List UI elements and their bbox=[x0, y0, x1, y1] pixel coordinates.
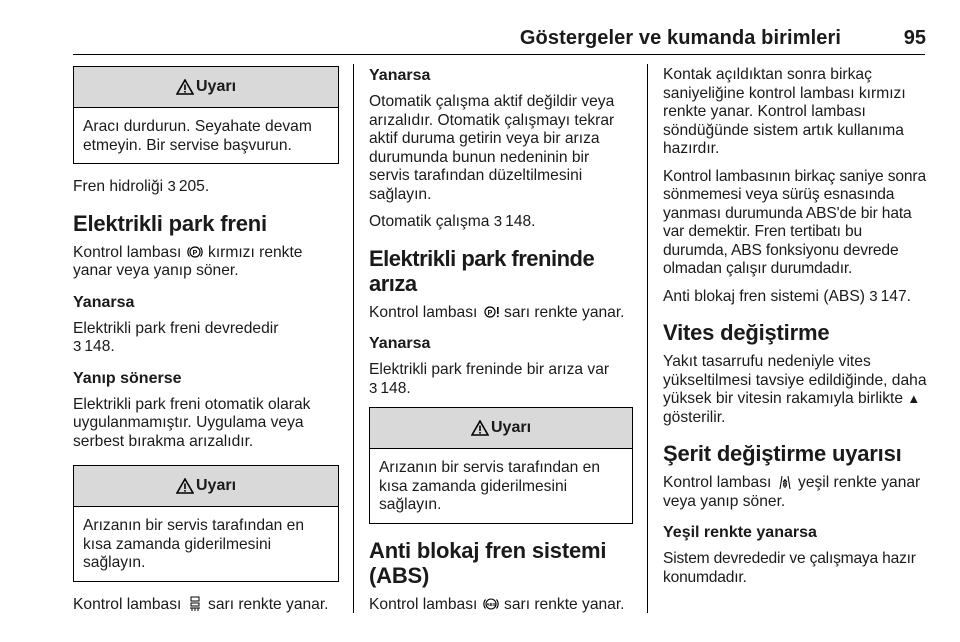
text: Anti blokaj fren sistemi (ABS) bbox=[663, 287, 865, 305]
text: sarı renkte yanar. bbox=[504, 303, 625, 321]
paragraph bbox=[73, 596, 339, 615]
warning-triangle-icon bbox=[176, 478, 194, 494]
section-heading: Vites değiştirme bbox=[663, 320, 830, 345]
warning-box bbox=[369, 407, 633, 524]
text: Elektrikli park freni devrededir bbox=[73, 319, 279, 337]
svg-text:ABS: ABS bbox=[485, 601, 496, 607]
svg-text:P: P bbox=[192, 249, 198, 257]
brake-pad-icon bbox=[187, 596, 203, 612]
page-ref-icon: 3 bbox=[167, 178, 176, 195]
abs-icon bbox=[483, 596, 499, 612]
page-ref: 148. bbox=[505, 213, 536, 230]
paragraph bbox=[73, 320, 339, 357]
page-ref-icon: 3 bbox=[493, 213, 503, 230]
subheading: Yanıp sönerse bbox=[73, 369, 182, 387]
page-number: 95 bbox=[903, 27, 926, 49]
text: Kontrol lambası bbox=[73, 243, 182, 261]
warning-heading: Uyarı bbox=[195, 78, 237, 95]
warning-header bbox=[74, 466, 338, 507]
warning-triangle-icon bbox=[471, 420, 489, 436]
paragraph bbox=[369, 361, 633, 398]
paragraph bbox=[369, 304, 633, 323]
column-1 bbox=[73, 66, 339, 623]
page-ref-icon: 3 bbox=[869, 287, 878, 305]
paragraph: Kontak açıldıktan sonra birkaç saniyeliğine kontrol lambası kırmızı renkte yanar. Kontrol lambası söndüğünde sistem artık kullanıma hazırdır. bbox=[663, 66, 906, 157]
page-ref: 148. bbox=[84, 338, 115, 355]
paragraph bbox=[663, 288, 927, 307]
paragraph bbox=[663, 353, 927, 427]
text: Kontrol lambası bbox=[663, 474, 772, 491]
warning-box bbox=[73, 465, 339, 582]
page-ref-icon: 3 bbox=[369, 379, 378, 397]
parking-brake-icon bbox=[187, 244, 203, 260]
warning-text: Aracı durdurun. Seyahate devam etmeyin. Bir servise başvurun. bbox=[83, 118, 312, 154]
section-heading: Şerit değiştirme uyarısı bbox=[663, 441, 902, 466]
svg-text:P: P bbox=[487, 309, 493, 317]
warning-header bbox=[370, 408, 632, 449]
paragraph: Kontrol lambasının birkaç saniye sonra sönmemesi veya sürüş esnasında yanması durumunda ABS'de bir hata var demektir. Fren tertibatı bu durumda, ABS fonksiyonu devrede olmadan çalışır durumdadır. bbox=[663, 167, 926, 277]
paragraph bbox=[73, 244, 339, 281]
paragraph bbox=[663, 474, 927, 511]
page-ref: 205. bbox=[178, 178, 210, 195]
subheading: Yanarsa bbox=[73, 293, 135, 311]
paragraph: Elektrikli park freni otomatik olarak uygulanmamıştır. Uygulama veya serbest bırakma arızalıdır. bbox=[73, 395, 311, 450]
text: Otomatik çalışma bbox=[369, 213, 490, 230]
shift-up-icon: ▲ bbox=[907, 391, 921, 406]
warning-heading: Uyarı bbox=[490, 419, 532, 436]
text: sarı renkte yanar. bbox=[208, 595, 329, 613]
text: yeşil renkte yanar veya yanıp söner. bbox=[663, 474, 921, 510]
section-heading: Elektrikli park freninde arıza bbox=[369, 245, 595, 296]
subheading: Yeşil renkte yanarsa bbox=[663, 524, 817, 541]
warning-text: Arızanın bir servis tarafından en kısa zamanda giderilmesini sağlayın. bbox=[83, 517, 305, 571]
paragraph: Sistem devrededir ve çalışmaya hazır konumdadır. bbox=[663, 550, 916, 586]
warning-triangle-icon bbox=[176, 79, 194, 95]
text: Fren hidroliği bbox=[73, 178, 164, 195]
text: Kontrol lambası bbox=[369, 303, 478, 321]
section-heading: Elektrikli park freni bbox=[73, 210, 267, 236]
text: Kontrol lambası bbox=[73, 595, 182, 613]
text: kırmızı renkte yanar veya yanıp söner. bbox=[73, 243, 303, 279]
text: Kontrol lambası bbox=[369, 595, 478, 613]
text: Yakıt tasarrufu nedeniyle vites yükseltilmesi tavsiye edildiğinde, daha yüksek bir vitesin rakamıyla birlikte bbox=[663, 353, 927, 407]
text: gösterilir. bbox=[663, 408, 726, 426]
paragraph bbox=[369, 596, 633, 615]
page-header-title: Göstergeler ve kumanda birimleri bbox=[519, 27, 841, 49]
column-divider-2 bbox=[647, 64, 648, 613]
column-3 bbox=[663, 66, 927, 596]
subheading: Yanarsa bbox=[369, 335, 431, 352]
parking-brake-fault-icon bbox=[483, 304, 499, 320]
header-rule bbox=[73, 54, 925, 55]
column-divider-1 bbox=[353, 64, 354, 613]
text: sarı renkte yanar. bbox=[504, 595, 625, 613]
warning-box bbox=[73, 66, 339, 164]
column-2 bbox=[369, 66, 633, 623]
lane-change-icon bbox=[777, 474, 793, 490]
text: Elektrikli park freninde bir arıza var bbox=[369, 361, 610, 378]
section-heading: Anti blokaj fren sistemi (ABS) bbox=[369, 537, 607, 588]
warning-text: Arızanın bir servis tarafından en kısa zamanda giderilmesini sağlayın. bbox=[379, 459, 601, 513]
paragraph bbox=[369, 213, 633, 232]
page-ref-icon: 3 bbox=[73, 338, 82, 355]
page-ref: 148. bbox=[380, 379, 411, 397]
subheading: Yanarsa bbox=[369, 67, 431, 84]
warning-header bbox=[74, 67, 338, 108]
paragraph bbox=[73, 178, 339, 197]
warning-heading: Uyarı bbox=[195, 477, 237, 494]
paragraph: Otomatik çalışma aktif değildir veya arızalıdır. Otomatik çalışmayı tekrar aktif duruma getirin veya bir arıza durumunda bunun nedeninin bir servis tarafından düzeltilmesini sağlayın. bbox=[369, 93, 615, 203]
page-ref: 147. bbox=[880, 287, 911, 305]
